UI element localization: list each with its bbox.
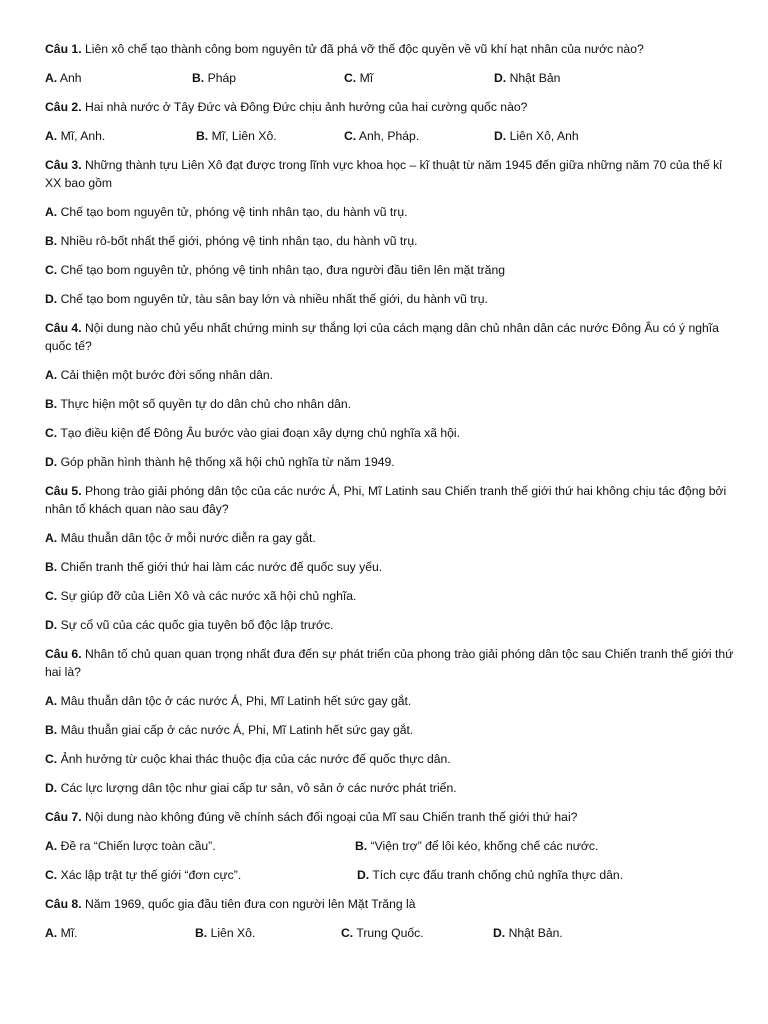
option-text: Liên Xô. <box>207 926 256 940</box>
option-text: Nhiều rô-bốt nhất thế giới, phóng vệ tinh nhân tạo, du hành vũ trụ. <box>57 234 418 248</box>
question-text: Nội dung nào không đúng về chính sách đối ngoại của Mĩ sau Chiến tranh thế giới thứ hai? <box>81 810 578 824</box>
option-letter: A. <box>45 368 58 382</box>
option-letter: D. <box>45 618 58 632</box>
options-row <box>45 127 740 145</box>
option-letter: B. <box>196 129 209 143</box>
option-text: Chiến tranh thế giới thứ hai làm các nước đế quốc suy yếu. <box>57 560 383 574</box>
options-row <box>45 837 740 855</box>
option-d <box>494 69 560 87</box>
option-letter: B. <box>45 397 58 411</box>
option-letter: B. <box>45 560 58 574</box>
option-c <box>45 587 740 605</box>
option-text: Anh, Pháp. <box>356 129 420 143</box>
question-text: Hai nhà nước ở Tây Đức và Đông Đức chịu ảnh hưởng của hai cường quốc nào? <box>81 100 528 114</box>
option-text: Liên Xô, Anh <box>506 129 579 143</box>
question-text: Liên xô chế tạo thành công bom nguyên tử đã phá vỡ thế độc quyền về vũ khí hạt nhân của nước nào? <box>81 42 644 56</box>
option-d <box>45 779 740 797</box>
question-4 <box>45 319 740 355</box>
option-c <box>45 866 241 884</box>
option-text: Tích cực đấu tranh chống chủ nghĩa thực dân. <box>369 868 624 882</box>
option-text: Góp phần hình thành hệ thống xã hội chủ nghĩa từ năm 1949. <box>57 455 395 469</box>
option-text: Thực hiện một số quyền tự do dân chủ cho nhân dân. <box>57 397 352 411</box>
option-letter: C. <box>45 752 58 766</box>
option-letter: D. <box>45 292 58 306</box>
question-number: Câu 5. <box>45 484 82 498</box>
option-d <box>494 127 579 145</box>
option-text: Sự giúp đỡ của Liên Xô và các nước xã hội chủ nghĩa. <box>57 589 357 603</box>
question-8 <box>45 895 740 913</box>
option-text: Anh <box>57 71 82 85</box>
option-text: Đề ra “Chiến lược toàn cầu”. <box>57 839 216 853</box>
option-letter: C. <box>45 589 58 603</box>
option-letter: A. <box>45 531 58 545</box>
option-text: Chế tạo bom nguyên tử, tàu sân bay lớn và nhiều nhất thế giới, du hành vũ trụ. <box>57 292 488 306</box>
option-b <box>45 395 740 413</box>
option-letter: D. <box>357 868 370 882</box>
option-text: Cải thiện một bước đời sống nhân dân. <box>57 368 274 382</box>
options-row <box>45 924 740 942</box>
option-c <box>45 261 740 279</box>
option-c <box>344 127 419 145</box>
option-b <box>355 837 598 855</box>
question-text: Những thành tựu Liên Xô đạt được trong lĩnh vực khoa học – kĩ thuật từ năm 1945 đến giữa những năm 70 của thế kỉ XX bao gồm <box>45 158 722 190</box>
question-7 <box>45 808 740 826</box>
option-c <box>341 924 424 942</box>
option-text: Xác lập trật tự thế giới “đơn cực”. <box>57 868 242 882</box>
option-letter: B. <box>45 723 58 737</box>
option-letter: C. <box>45 426 58 440</box>
question-number: Câu 7. <box>45 810 82 824</box>
option-letter: D. <box>493 926 506 940</box>
option-c <box>45 750 740 768</box>
option-letter: C. <box>344 129 357 143</box>
question-text: Năm 1969, quốc gia đầu tiên đưa con người lên Mặt Trăng là <box>81 897 416 911</box>
question-number: Câu 2. <box>45 100 82 114</box>
option-a <box>45 203 740 221</box>
option-a <box>45 529 740 547</box>
option-letter: C. <box>45 263 58 277</box>
option-letter: D. <box>494 71 507 85</box>
option-d <box>357 866 623 884</box>
option-a <box>45 837 216 855</box>
option-text: “Viện trợ” để lôi kéo, khống chế các nước. <box>367 839 599 853</box>
question-5 <box>45 482 740 518</box>
option-text: Mâu thuẫn dân tộc ở mỗi nước diễn ra gay gắt. <box>57 531 316 545</box>
option-text: Ảnh hưởng từ cuộc khai thác thuộc địa của các nước đế quốc thực dân. <box>57 752 451 766</box>
option-text: Nhật Bản <box>506 71 561 85</box>
option-a <box>45 127 105 145</box>
option-d <box>45 616 740 634</box>
option-letter: B. <box>355 839 368 853</box>
question-number: Câu 4. <box>45 321 82 335</box>
option-text: Sự cổ vũ của các quốc gia tuyên bố độc lập trước. <box>57 618 334 632</box>
option-b <box>45 721 740 739</box>
option-b <box>45 558 740 576</box>
option-letter: C. <box>341 926 354 940</box>
option-text: Tạo điều kiện để Đông Âu bước vào giai đoạn xây dựng chủ nghĩa xã hội. <box>57 426 461 440</box>
option-b <box>195 924 255 942</box>
option-letter: A. <box>45 71 58 85</box>
question-2 <box>45 98 740 116</box>
question-text: Nhân tố chủ quan quan trọng nhất đưa đến sự phát triển của phong trào giải phóng dân tộc sau Chiến tranh thế giới thứ hai là? <box>45 647 734 679</box>
option-text: Mĩ <box>356 71 374 85</box>
option-letter: A. <box>45 926 58 940</box>
question-number: Câu 1. <box>45 42 82 56</box>
option-letter: A. <box>45 129 58 143</box>
option-b <box>45 232 740 250</box>
option-text: Mâu thuẫn giai cấp ở các nước Á, Phi, Mĩ Latinh hết sức gay gắt. <box>57 723 414 737</box>
option-letter: A. <box>45 205 58 219</box>
option-text: Mĩ, Liên Xô. <box>208 129 277 143</box>
option-text: Các lực lượng dân tộc như giai cấp tư sản, vô sản ở các nước phát triển. <box>57 781 457 795</box>
option-letter: B. <box>192 71 205 85</box>
question-number: Câu 6. <box>45 647 82 661</box>
option-text: Mâu thuẫn dân tộc ở các nước Á, Phi, Mĩ Latinh hết sức gay gắt. <box>57 694 412 708</box>
option-text: Pháp <box>204 71 237 85</box>
option-a <box>45 692 740 710</box>
option-a <box>45 366 740 384</box>
option-text: Mĩ. <box>57 926 78 940</box>
option-text: Chế tạo bom nguyên tử, phóng vệ tinh nhân tạo, du hành vũ trụ. <box>57 205 408 219</box>
question-6 <box>45 645 740 681</box>
option-a <box>45 69 82 87</box>
question-1 <box>45 40 740 58</box>
options-row <box>45 866 740 884</box>
option-letter: D. <box>45 781 58 795</box>
option-d <box>45 290 740 308</box>
option-letter: A. <box>45 694 58 708</box>
option-letter: D. <box>494 129 507 143</box>
option-c <box>344 69 373 87</box>
options-row <box>45 69 740 87</box>
option-d <box>45 453 740 471</box>
question-3 <box>45 156 740 192</box>
option-c <box>45 424 740 442</box>
question-text: Nội dung nào chủ yếu nhất chứng minh sự thắng lợi của cách mạng dân chủ nhân dân các nước Đông Âu có ý nghĩa quốc tế? <box>45 321 719 353</box>
option-letter: B. <box>45 234 58 248</box>
option-letter: C. <box>344 71 357 85</box>
option-letter: B. <box>195 926 208 940</box>
option-a <box>45 924 78 942</box>
option-d <box>493 924 563 942</box>
option-b <box>196 127 277 145</box>
option-letter: A. <box>45 839 58 853</box>
option-text: Trung Quốc. <box>353 926 424 940</box>
question-number: Câu 8. <box>45 897 82 911</box>
option-text: Mĩ, Anh. <box>57 129 106 143</box>
option-letter: C. <box>45 868 58 882</box>
option-text: Nhật Bản. <box>505 926 563 940</box>
option-b <box>192 69 236 87</box>
question-text: Phong trào giải phóng dân tộc của các nước Á, Phi, Mĩ Latinh sau Chiến tranh thế giới thứ hai không chịu tác động bởi nhân tố khách quan nào sau đây? <box>45 484 727 516</box>
question-number: Câu 3. <box>45 158 82 172</box>
option-text: Chế tạo bom nguyên tử, phóng vệ tinh nhân tạo, đưa người đầu tiên lên mặt trăng <box>57 263 506 277</box>
option-letter: D. <box>45 455 58 469</box>
